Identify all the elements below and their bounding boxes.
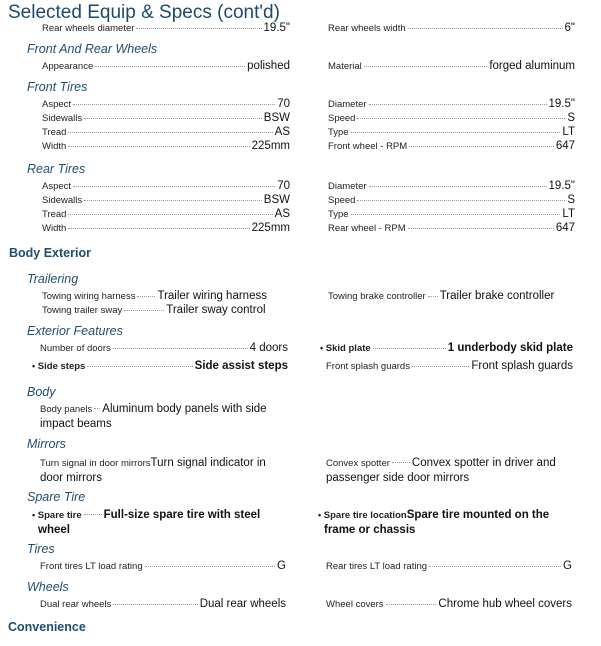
spec-label: Aspect <box>42 181 72 192</box>
spec-label: Diameter <box>328 99 367 110</box>
spec-row-dual-rear-wheels <box>40 598 286 610</box>
section-heading-mirrors: Mirrors <box>27 437 66 451</box>
spec-value: Spare tire mounted on the <box>406 509 550 521</box>
leader-dots <box>68 214 272 215</box>
spec-value: 647 <box>555 140 575 152</box>
spec-label: Width <box>42 223 67 234</box>
leader-dots <box>68 228 249 229</box>
spec-value: 1 underbody skid plate <box>447 342 573 354</box>
spec-row-towing-brake <box>328 290 575 302</box>
leader-dots <box>73 186 275 187</box>
spec-value-continued: impact beams <box>40 418 112 430</box>
spec-value: Trailer brake controller <box>439 290 555 302</box>
leader-dots <box>137 296 155 297</box>
spec-row <box>42 194 290 206</box>
leader-dots <box>412 366 469 367</box>
spec-label: Rear wheels width <box>328 23 406 34</box>
leader-dots <box>145 566 275 567</box>
spec-row <box>42 126 290 138</box>
spec-label: Towing brake controller <box>328 291 426 302</box>
spec-label: Tread <box>42 209 67 220</box>
spec-label: Towing wiring harness <box>42 291 136 302</box>
section-heading-trailering: Trailering <box>27 272 79 286</box>
leader-dots <box>408 228 554 229</box>
spec-label: Aspect <box>42 99 72 110</box>
page-title: Selected Equip & Specs (cont'd) <box>8 2 280 23</box>
spec-value: S <box>567 194 575 206</box>
section-heading-rear-tires: Rear Tires <box>27 162 86 176</box>
spec-label: Width <box>42 141 67 152</box>
leader-dots <box>428 296 438 297</box>
spec-row <box>328 194 575 206</box>
section-heading-tires: Tires <box>27 542 55 556</box>
spec-label: • Skid plate <box>320 343 371 354</box>
spec-label: Rear wheels diameter <box>42 23 135 34</box>
spec-label: Dual rear wheels <box>40 599 112 610</box>
spec-row-towing-wiring <box>42 290 290 302</box>
spec-label: Diameter <box>328 181 367 192</box>
spec-row <box>328 112 575 124</box>
spec-value: LT <box>562 208 575 220</box>
spec-row-turn-signal-mirrors <box>40 456 300 485</box>
leader-dots <box>373 348 446 349</box>
spec-value: G <box>277 560 286 572</box>
spec-value: BSW <box>263 194 290 206</box>
spec-label: Material <box>328 61 362 72</box>
leader-dots <box>351 214 561 215</box>
spec-label: Front wheel - RPM <box>328 141 408 152</box>
spec-value: Side assist steps <box>194 360 288 372</box>
leader-dots <box>408 28 563 29</box>
leader-dots <box>68 146 249 147</box>
spec-row <box>42 208 290 220</box>
spec-row-material <box>328 60 575 72</box>
spec-value: 647 <box>555 222 575 234</box>
leader-dots <box>113 348 248 349</box>
spec-value-continued: wheel <box>38 524 70 536</box>
spec-value: Trailer wiring harness <box>157 290 267 302</box>
leader-dots <box>364 66 488 67</box>
spec-value: 6" <box>564 22 575 34</box>
spec-value: LT <box>562 126 575 138</box>
spec-row-spare-tire-location <box>318 508 588 537</box>
section-heading-spare-tire: Spare Tire <box>27 490 86 504</box>
spec-value: BSW <box>263 112 290 124</box>
leader-dots <box>94 408 100 409</box>
leader-dots <box>369 186 547 187</box>
section-heading-front-tires: Front Tires <box>27 80 88 94</box>
spec-value: 225mm <box>251 140 290 152</box>
spec-row-convex-spotter <box>326 456 586 485</box>
spec-value: 19.5" <box>548 180 575 192</box>
spec-value: 4 doors <box>249 342 288 354</box>
spec-value: 225mm <box>251 222 290 234</box>
spec-label: Appearance <box>42 61 94 72</box>
spec-row-wheel-covers <box>326 598 572 610</box>
spec-label: Tread <box>42 127 67 138</box>
leader-dots <box>392 462 410 463</box>
leader-dots <box>409 146 554 147</box>
spec-row-front-splash-guards <box>326 360 573 372</box>
spec-row-body-panels <box>40 402 295 431</box>
spec-label: Body panels <box>40 404 93 415</box>
section-heading-exterior-features: Exterior Features <box>27 324 123 338</box>
spec-value: Chrome hub wheel covers <box>438 598 572 610</box>
leader-dots <box>357 118 565 119</box>
spec-row-appearance <box>42 60 290 72</box>
spec-row <box>42 98 290 110</box>
spec-label: Speed <box>328 113 356 124</box>
spec-value: polished <box>247 60 290 72</box>
spec-label: Speed <box>328 195 356 206</box>
leader-dots <box>68 132 272 133</box>
spec-label: Front splash guards <box>326 361 410 372</box>
spec-row-towing-sway <box>42 304 290 316</box>
spec-label: Sidewalls <box>42 195 83 206</box>
bullet-icon: • <box>32 361 36 371</box>
leader-dots <box>124 310 164 311</box>
spec-row <box>328 140 575 152</box>
section-heading-convenience: Convenience <box>8 620 86 634</box>
spec-label: Type <box>328 209 349 220</box>
spec-row <box>42 222 290 234</box>
section-heading-wheels: Wheels <box>27 580 69 594</box>
spec-row <box>42 180 290 192</box>
spec-label: Type <box>328 127 349 138</box>
spec-label: Number of doors <box>40 343 111 354</box>
spec-value: Trailer sway control <box>166 304 266 316</box>
section-heading-body-exterior: Body Exterior <box>9 246 91 260</box>
leader-dots <box>84 514 102 515</box>
spec-row <box>328 126 575 138</box>
spec-value: forged aluminum <box>489 60 575 72</box>
leader-dots <box>386 604 437 605</box>
spec-row-front-load-rating <box>40 560 286 572</box>
spec-value-continued: passenger side door mirrors <box>326 472 470 484</box>
spec-value-continued: frame or chassis <box>324 524 416 536</box>
spec-row-number-of-doors <box>40 342 288 354</box>
spec-row <box>42 112 290 124</box>
spec-row <box>328 222 575 234</box>
leader-dots <box>87 366 192 367</box>
spec-label: Rear wheel - RPM <box>328 223 406 234</box>
spec-row-rear-load-rating <box>326 560 572 572</box>
section-heading-body: Body <box>27 385 56 399</box>
leader-dots <box>351 132 561 133</box>
spec-label: Turn signal in door mirrors <box>40 458 151 469</box>
leader-dots <box>84 200 262 201</box>
leader-dots <box>73 104 275 105</box>
leader-dots <box>84 118 262 119</box>
bullet-icon: • <box>320 343 324 353</box>
spec-row <box>328 208 575 220</box>
spec-label: • Side steps <box>32 361 86 372</box>
spec-value: 70 <box>277 98 290 110</box>
spec-row-side-steps <box>32 360 288 372</box>
bullet-icon: • <box>32 510 36 520</box>
leader-dots <box>136 28 261 29</box>
spec-label: • Spare tire location <box>318 510 407 521</box>
spec-label: Sidewalls <box>42 113 83 124</box>
leader-dots <box>357 200 565 201</box>
spec-value: S <box>567 112 575 124</box>
spec-value: 70 <box>277 180 290 192</box>
spec-value: AS <box>274 126 290 138</box>
spec-value: Full-size spare tire with steel <box>103 509 261 521</box>
spec-label: Rear tires LT load rating <box>326 561 428 572</box>
leader-dots <box>95 66 245 67</box>
spec-value: Dual rear wheels <box>199 598 286 610</box>
spec-row <box>42 140 290 152</box>
spec-row-rear-wheels-width <box>328 22 575 34</box>
spec-value: 19.5" <box>548 98 575 110</box>
spec-row <box>328 180 575 192</box>
spec-label: Towing trailer sway <box>42 305 123 316</box>
spec-value: Aluminum body panels with side <box>102 403 267 415</box>
spec-label: Wheel covers <box>326 599 384 610</box>
spec-value: 19.5" <box>263 22 290 34</box>
leader-dots <box>369 104 547 105</box>
spec-label: • Spare tire <box>32 510 82 521</box>
spec-value: Turn signal indicator in <box>150 457 266 469</box>
spec-value: Front splash guards <box>471 360 573 372</box>
spec-value: AS <box>274 208 290 220</box>
section-heading-front-rear-wheels: Front And Rear Wheels <box>27 42 158 56</box>
bullet-icon: • <box>318 510 322 520</box>
spec-label: Convex spotter <box>326 458 390 469</box>
spec-row <box>328 98 575 110</box>
spec-row-skid-plate <box>320 342 573 354</box>
spec-value: G <box>563 560 572 572</box>
spec-label: Front tires LT load rating <box>40 561 143 572</box>
spec-value-continued: door mirrors <box>40 472 102 484</box>
spec-row-rear-wheels-diameter <box>42 22 290 34</box>
spec-row-spare-tire <box>32 508 297 537</box>
leader-dots <box>429 566 561 567</box>
leader-dots <box>113 604 197 605</box>
spec-value: Convex spotter in driver and <box>411 457 556 469</box>
